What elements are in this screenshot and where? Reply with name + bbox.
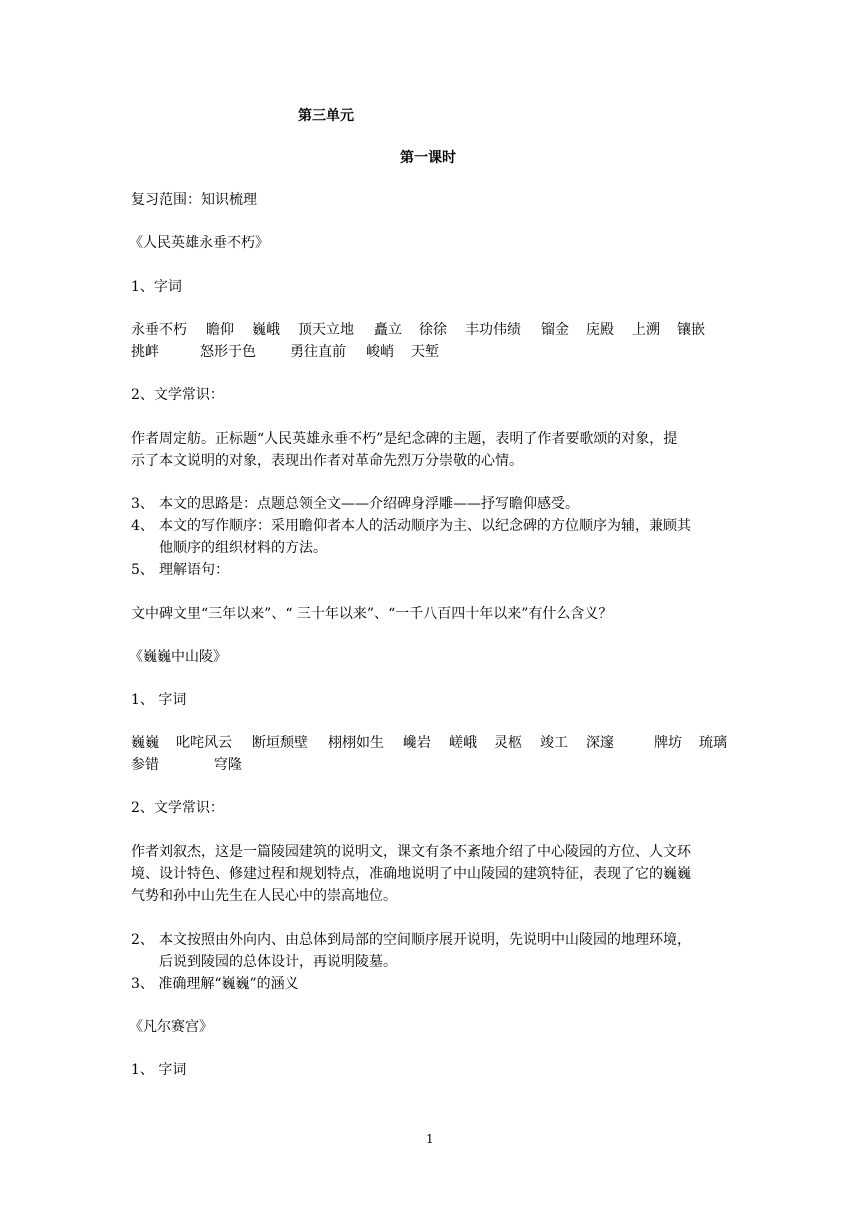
vocab-word: 天堑 [411, 344, 439, 360]
item-number: 3、 [131, 496, 154, 512]
vocab-word: 镏金 [541, 322, 569, 338]
lit-heading: 2、文学常识： [131, 387, 224, 403]
lit-paragraph-line: 示了本文说明的对象，表现出作者对革命先烈万分崇敬的心情。 [131, 453, 523, 469]
numbered-item [131, 560, 229, 580]
lit-paragraph-line: 境、设计特色、修建过程和规划特点，准确地说明了中山陵园的建筑特征，表现了它的巍巍 [131, 866, 691, 882]
vocab-word: 徐徐 [419, 322, 447, 338]
vocab-word: 竣工 [540, 735, 568, 751]
vocab-word: 断垣颓壁 [252, 735, 308, 751]
vocab-word: 牌坊 [654, 735, 682, 751]
vocab-word: 顶天立地 [298, 322, 354, 338]
vocab-word: 勇往直前 [290, 344, 346, 360]
item-number: 2、 [131, 932, 154, 948]
section-title-heroes: 《人民英雄永垂不朽》 [129, 235, 269, 251]
numbered-item [131, 494, 579, 514]
vocab-word: 穹隆 [214, 757, 242, 773]
page-number: 1 [426, 1132, 434, 1146]
lit-paragraph-line: 作者周定舫。正标题“人民英雄永垂不朽”是纪念碑的主题，表明了作者要歌颂的对象，提 [131, 431, 678, 447]
vocab-word: 巍峨 [252, 322, 280, 338]
vocab-word: 怒形于色 [200, 344, 256, 360]
vocab-word: 永垂不朽 [131, 322, 187, 338]
lit-paragraph-line: 气势和孙中山先生在人民心中的崇高地位。 [131, 888, 397, 904]
vocab-word: 巍巍 [131, 735, 159, 751]
section-title-versailles: 《凡尔赛宫》 [129, 1019, 213, 1035]
item-text-continuation: 后说到陵园的总体设计，再说明陵墓。 [159, 954, 397, 970]
vocab-word: 灵柩 [494, 735, 522, 751]
item-text-continuation: 他顺序的组织材料的方法。 [159, 540, 327, 556]
vocab-word: 深邃 [586, 735, 614, 751]
vocab-word: 矗立 [374, 322, 402, 338]
vocab-word: 峻峭 [366, 344, 394, 360]
section-title-zhongshan: 《巍巍中山陵》 [129, 649, 227, 665]
vocab-word: 叱咤风云 [176, 735, 232, 751]
vocab-word: 挑衅 [131, 344, 159, 360]
item-number: 5、 [131, 562, 154, 578]
vocab-word: 瞻仰 [206, 322, 234, 338]
vocab-word: 庑殿 [586, 322, 614, 338]
review-scope: 复习范围：知识梳理 [131, 192, 257, 208]
item-text: 理解语句： [159, 562, 229, 578]
lit-paragraph-line: 作者刘叙杰，这是一篇陵园建筑的说明文，课文有条不紊地介绍了中心陵园的方位、人文环 [131, 844, 691, 860]
item-text: 本文的写作顺序：采用瞻仰者本人的活动顺序为主、以纪念碑的方位顺序为辅，兼顾其 [159, 518, 691, 534]
vocab-heading: 1、字词 [131, 279, 182, 295]
question: 文中碑文里“三年以来”、“ 三十年以来”、“一千八百四十年以来”有什么含义？ [131, 606, 613, 622]
numbered-item [131, 930, 691, 950]
item-text: 本文按照由外向内、由总体到局部的空间顺序展开说明，先说明中山陵园的地理环境， [159, 932, 691, 948]
numbered-item: 3、 准确理解“巍巍”的涵义 [131, 976, 299, 992]
vocab-word: 巉岩 [403, 735, 431, 751]
numbered-item [131, 516, 691, 536]
item-text: 本文的思路是：点题总领全文——介绍碑身浮雕——抒写瞻仰感受。 [159, 496, 579, 512]
lesson-title: 第一课时 [400, 150, 456, 166]
vocab-word: 栩栩如生 [328, 735, 384, 751]
vocab-word: 参错 [131, 757, 159, 773]
vocab-word: 琉璃 [699, 735, 727, 751]
item-number: 4、 [131, 518, 154, 534]
vocab-heading: 1、 字词 [131, 692, 187, 708]
vocab-word: 嵯峨 [449, 735, 477, 751]
vocab-word: 丰功伟绩 [465, 322, 521, 338]
vocab-word: 镶嵌 [677, 322, 705, 338]
unit-title: 第三单元 [298, 108, 354, 124]
vocab-heading: 1、 字词 [131, 1062, 187, 1078]
lit-heading: 2、文学常识： [131, 800, 224, 816]
vocab-word: 上溯 [632, 322, 660, 338]
